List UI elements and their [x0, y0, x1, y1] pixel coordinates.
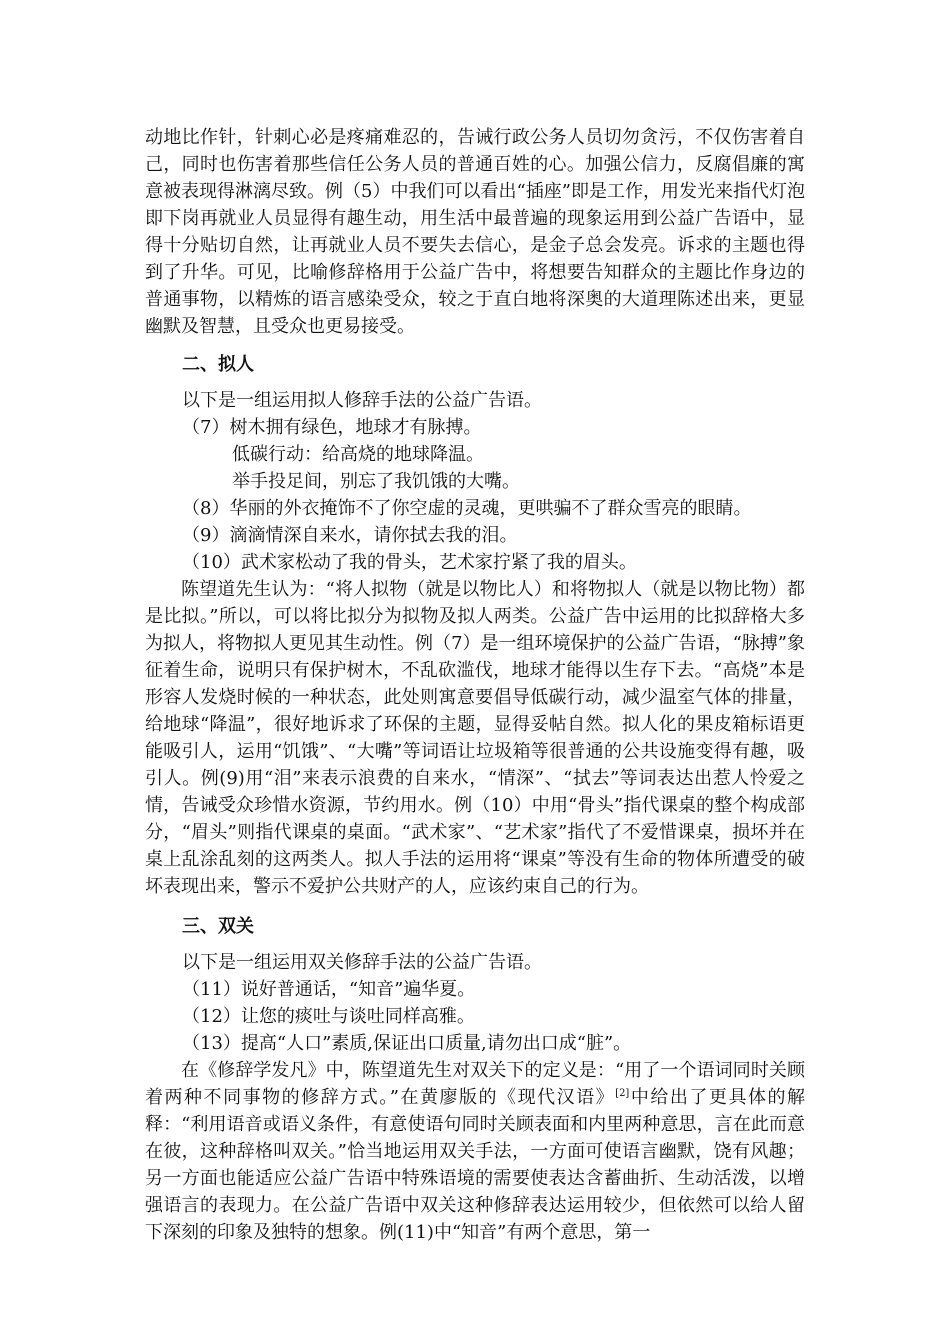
citation-reference: [2] [615, 1088, 630, 1099]
personification-analysis: 陈望道先生认为：“将人拟物（就是以物比人）和将物拟人（就是以物比物）都是比拟。”所以，可以将比拟分为拟物及拟人两类。公益广告中运用的比拟辞格大多为拟人，将物拟人更见其生动性。例（7）是一组环境保护的公益广告语，“脉搏”象征着生命，说明只有保护树木，不乱砍滥伐，地球才能得以生存下去。“高烧”本是形容人发烧时候的一种状态，此处则寓意要倡导低碳行动，减少温室气体的排量，给地球“降温”，很好地诉求了环保的主题，显得妥帖自然。拟人化的果皮箱标语更能吸引人，运用“饥饿”、“大嘴”等词语让垃圾箱等很普通的公共设施变得有趣，吸引人。例(9)用“泪”来表示浪费的自来水，“情深”、“拭去”等词表达出惹人怜爱之情，告诫受众珍惜水资源，节约用水。例（10）中用“骨头”指代课桌的整个构成部分，“眉头”则指代课桌的桌面。“武术家”、“艺术家”指代了不爱惜课桌，损坏并在桌上乱涂乱刻的这两类人。拟人手法的运用将“课桌”等没有生命的物体所遭受的破坏表现出来，警示不爱护公共财产的人，应该约束自己的行为。 [145, 579, 805, 897]
example-9: （9）滴滴情深自来水，请你拭去我的泪。 [182, 525, 518, 546]
section-heading-personification: 二、拟人 [182, 354, 254, 375]
example-8: （8）华丽的外衣掩饰不了你空虚的灵魂，更哄骗不了群众雪亮的眼睛。 [182, 498, 752, 519]
pun-analysis [145, 1057, 805, 1246]
example-12: （12）让您的痰吐与谈吐同样高雅。 [182, 1006, 475, 1027]
example-11: （11）说好普通话，“知音”遍华夏。 [182, 979, 476, 1000]
section-lead: 以下是一组运用双关修辞手法的公益广告语。 [182, 952, 542, 973]
intro-paragraph: 动地比作针，针刺心必是疼痛难忍的，告诫行政公务人员切勿贪污，不仅伤害着自己，同时也伤害着那些信任公务人员的普通百姓的心。加强公信力，反腐倡廉的寓意被表现得淋漓尽致。例（5）中我们可以看出“插座”即是工作，用发光来指代灯泡即下岗再就业人员显得有趣生动，用生活中最普遍的现象运用到公益广告语中，显得十分贴切自然，让再就业人员不要失去信心，是金子总会发亮。诉求的主题也得到了升华。可见，比喻修辞格用于公益广告中，将想要告知群众的主题比作身边的普通事物，以精炼的语言感染受众，较之于直白地将深奥的大道理陈述出来，更显幽默及智慧，且受众也更易接受。 [145, 127, 805, 337]
example-13: （13）提高“人口”素质,保证出口质量,请勿出口成“脏”。 [182, 1033, 632, 1054]
example-7-line-2: 低碳行动：给高烧的地球降温。 [232, 444, 484, 465]
example-7-line-3: 举手投足间，别忘了我饥饿的大嘴。 [232, 471, 520, 492]
section-lead: 以下是一组运用拟人修辞手法的公益广告语。 [182, 390, 542, 411]
example-10: （10）武术家松动了我的骨头，艺术家拧紧了我的眉头。 [182, 552, 637, 573]
pun-analysis-text-1: 在《修辞学发凡》中，陈望道先生对双关下的定义是：“用了一个语词同时关顾着两种不同事物的修辞方式。”在黄廖版的《现代汉语》 [145, 1060, 805, 1108]
example-7-line-1: （7）树木拥有绿色，地球才有脉搏。 [182, 417, 482, 438]
section-heading-pun: 三、双关 [182, 916, 254, 937]
pun-analysis-text-2: 中给出了更具体的解释：“利用语音或语义条件，有意使语句同时关顾表面和内里两种意思，言在此而意在彼，这种辞格叫双关。”恰当地运用双关手法，一方面可使语言幽默，饶有风趣；另一方面也能适应公益广告语中特殊语境的需要使表达含蓄曲折、生动活泼，以增强语言的表现力。在公益广告语中双关这种修辞表达运用较少，但依然可以给人留下深刻的印象及独特的想象。例(11)中“知音”有两个意思，第一 [145, 1087, 806, 1243]
